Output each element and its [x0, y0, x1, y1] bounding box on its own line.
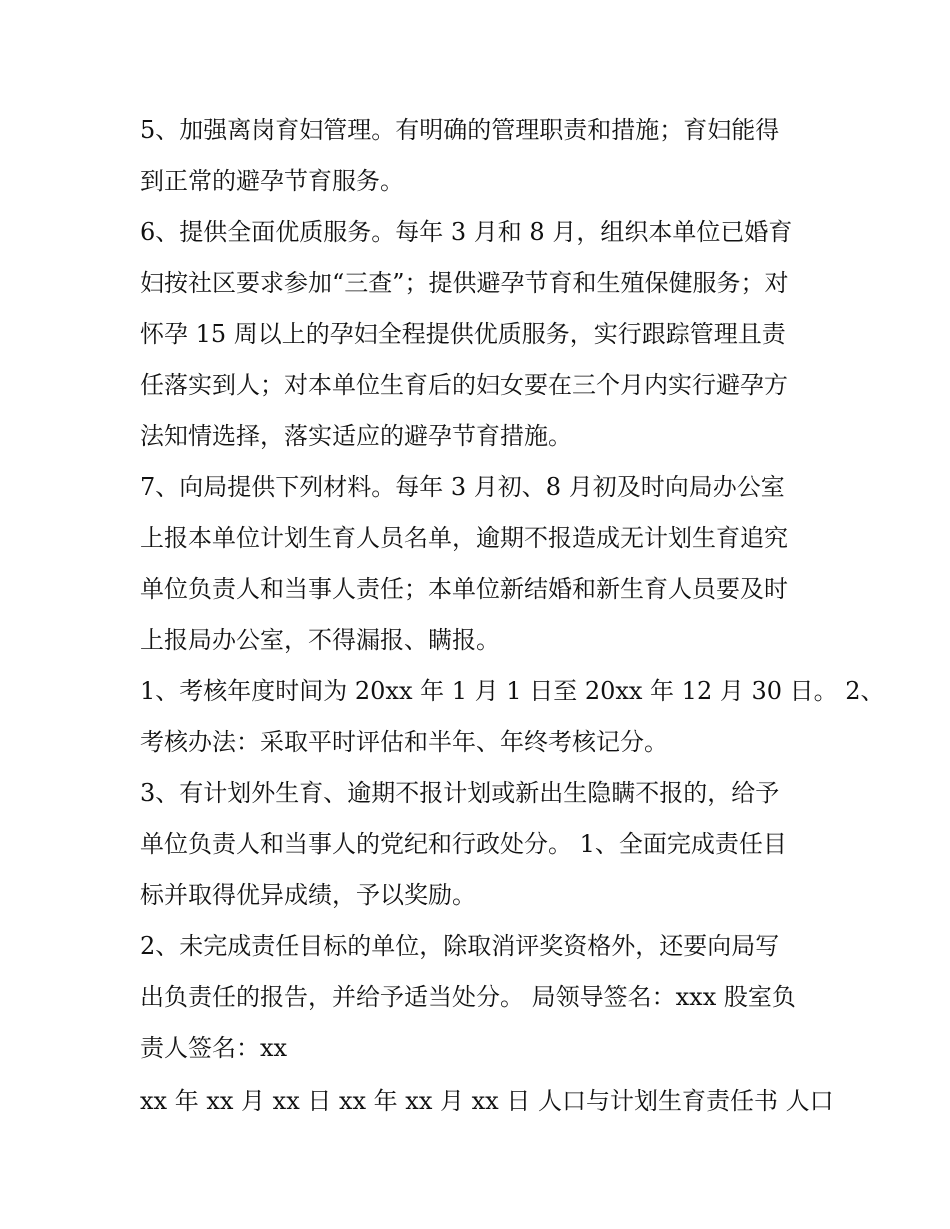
text-line: 怀孕 15 周以上的孕妇全程提供优质服务，实行跟踪管理且责 [140, 320, 786, 348]
text-line: 到正常的避孕节育服务。 [140, 167, 404, 195]
text-line: 法知情选择，落实适应的避孕节育措施。 [140, 422, 572, 450]
text-line: 妇按社区要求参加“三查”；提供避孕节育和生殖保健服务；对 [140, 269, 789, 297]
document-body [140, 105, 885, 1127]
text-line: 上报局办公室，不得漏报、瞒报。 [140, 626, 500, 654]
text-line: 6、提供全面优质服务。每年 3 月和 8 月，组织本单位已婚育 [140, 218, 793, 246]
text-line: 3、有计划外生育、逾期不报计划或新出生隐瞒不报的，给予 [140, 779, 780, 807]
text-line: 标并取得优异成绩，予以奖励。 [140, 881, 476, 909]
text-line: 7、向局提供下列材料。每年 3 月初、8 月初及时向局办公室 [140, 473, 785, 501]
text-line: 责人签名：xx [140, 1034, 288, 1062]
text-line: 出负责任的报告，并给予适当处分。 局领导签名：xxx 股室负 [140, 983, 796, 1011]
text-line: 任落实到人；对本单位生育后的妇女要在三个月内实行避孕方 [140, 371, 788, 399]
text-line: 1、考核年度时间为 20xx 年 1 月 1 日至 20xx 年 12 月 30 日。 2、 [140, 677, 885, 705]
text-line: 单位负责人和当事人责任；本单位新结婚和新生育人员要及时 [140, 575, 788, 603]
text-line: 单位负责人和当事人的党纪和行政处分。 1、全面完成责任目 [140, 830, 787, 858]
text-line: xx 年 xx 月 xx 日 xx 年 xx 月 xx 日 人口与计划生育责任书 人口 [140, 1087, 834, 1115]
text-line: 考核办法：采取平时评估和半年、年终考核记分。 [140, 728, 668, 756]
text-line: 2、未完成责任目标的单位，除取消评奖资格外，还要向局写 [140, 932, 780, 960]
text-line: 5、加强离岗育妇管理。有明确的管理职责和措施；育妇能得 [140, 116, 780, 144]
text-line: 上报本单位计划生育人员名单，逾期不报造成无计划生育追究 [140, 524, 788, 552]
